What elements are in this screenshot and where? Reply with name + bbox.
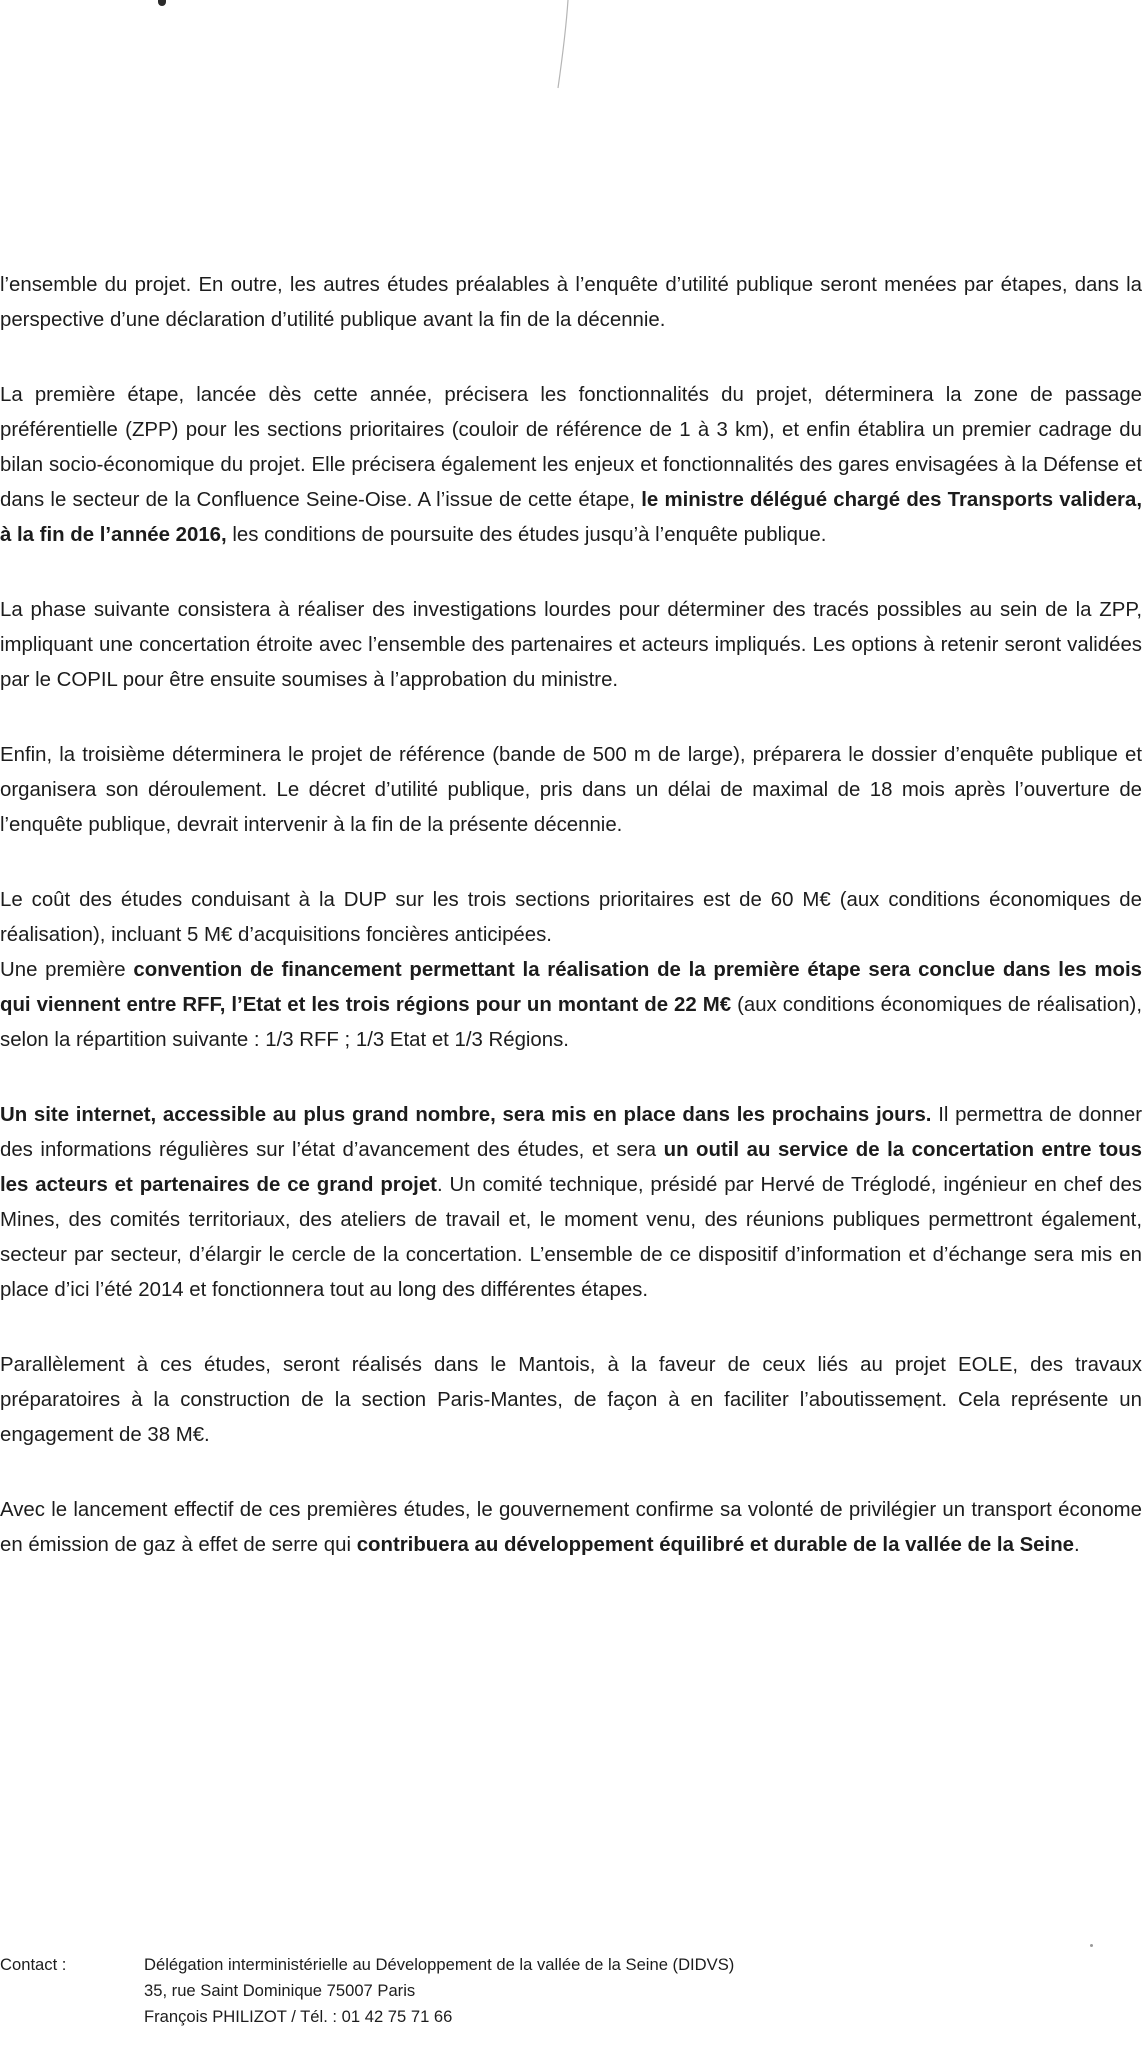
text-run: La première étape, lancée dès cette année, précisera les fonctionnalités du projet, déterminera la zone de passage préférentielle (ZPP) pour les sections prioritaires (couloir de référence de 1 à 3 km), et enfin établira un premier cadrage du bilan socio-économique du projet. Elle précisera également les enjeux et fonctionnalités des gares envisagées à la Défense et dans le secteur de la Confluence Seine-Oise. A l’issue de cette étape,	[0, 384, 1142, 511]
contact-organization: Délégation interministérielle au Développement de la vallée de la Seine (DIDVS)	[144, 1955, 735, 1974]
contact-phone: François PHILIZOT / Tél. : 01 42 75 71 66	[144, 2007, 453, 2026]
text-run: . Un comité technique, présidé par Hervé de Tréglodé, ingénieur en chef des Mines, des comités territoriaux, des ateliers de travail et, le moment venu, des réunions publiques permettront également, secteur par secteur, d’élargir le cercle de la concertation. L’ensemble de ce dispositif d’information et d’échange sera mis en place d’ici l’été 2014 et fonctionnera tout au long des différentes étapes.	[0, 1174, 1142, 1301]
contact-label: Contact :	[0, 1955, 67, 1974]
paragraph	[0, 1098, 1142, 1308]
paragraph	[0, 738, 1142, 843]
bold-text-run: convention de financement permettant la réalisation de la première étape sera conclue dans les mois qui viennent entre RFF, l’Etat et les trois régions pour un montant de 22 M€	[0, 959, 1142, 1016]
scan-artifact-line	[556, 0, 570, 90]
bold-text-run: contribuera au développement équilibré et durable de la vallée de la Seine	[356, 1534, 1074, 1556]
contact-address: 35, rue Saint Dominique 75007 Paris	[144, 1981, 416, 2000]
paragraph	[0, 883, 1142, 953]
paragraph	[0, 1493, 1142, 1563]
text-run: Parallèlement à ces études, seront réalisés dans le Mantois, à la faveur de ceux liés au projet EOLE, des travaux préparatoires à la construction de la section Paris-Mantes, de façon à en faciliter l’aboutissement. Cela représente un engagement de 38 M€.	[0, 1354, 1142, 1446]
scan-dot	[1090, 1944, 1093, 1947]
text-run: Enfin, la troisième déterminera le projet de référence (bande de 500 m de large), préparera le dossier d’enquête publique et organisera son déroulement. Le décret d’utilité publique, pris dans un délai de maximal de 18 mois après l’ouverture de l’enquête publique, devrait intervenir à la fin de la présente décennie.	[0, 744, 1142, 836]
text-run: Une première	[0, 959, 134, 981]
text-run: les conditions de poursuite des études jusqu’à l’enquête publique.	[226, 524, 827, 546]
text-run: Il permettra de donner des informations régulières sur l’état d’avancement des études, et sera	[0, 1104, 1142, 1161]
text-run: .	[1073, 1534, 1080, 1556]
paragraph	[0, 268, 1142, 338]
text-run: La phase suivante consistera à réaliser des investigations lourdes pour déterminer des tracés possibles au sein de la ZPP, impliquant une concertation étroite avec l’ensemble des partenaires et acteurs impliqués. Les options à retenir seront validées par le COPIL pour être ensuite soumises à l’approbation du ministre.	[0, 599, 1142, 691]
bold-text-run: Un site internet, accessible au plus grand nombre, sera mis en place dans les prochains jours.	[0, 1104, 932, 1126]
document-body	[0, 268, 1142, 1603]
paragraph	[0, 953, 1142, 1058]
paragraph	[0, 378, 1142, 553]
bold-text-run: un outil au service de la concertation entre tous les acteurs et partenaires de ce grand projet	[0, 1139, 1142, 1196]
text-run: Le coût des études conduisant à la DUP sur les trois sections prioritaires est de 60 M€ (aux conditions économiques de réalisation), incluant 5 M€ d’acquisitions foncières anticipées.	[0, 889, 1142, 946]
text-run: l’ensemble du projet. En outre, les autres études préalables à l’enquête d’utilité publique seront menées par étapes, dans la perspective d’une déclaration d’utilité publique avant la fin de la décennie.	[0, 274, 1142, 331]
text-run: (aux conditions économiques de réalisation), selon la répartition suivante : 1/3 RFF ; 1/3 Etat et 1/3 Régions.	[0, 994, 1142, 1051]
text-run: Avec le lancement effectif de ces premières études, le gouvernement confirme sa volonté de privilégier un transport économe en émission de gaz à effet de serre qui	[0, 1499, 1142, 1556]
contact-details	[144, 1952, 734, 2030]
paragraph	[0, 1348, 1142, 1453]
paragraph	[0, 593, 1142, 698]
bold-text-run: le ministre délégué chargé des Transports validera, à la fin de l’année 2016,	[0, 489, 1142, 546]
scan-speck	[158, 0, 166, 6]
